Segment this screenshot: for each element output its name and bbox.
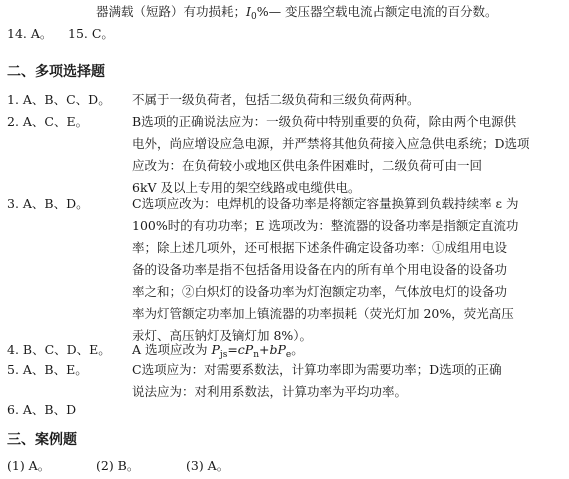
item-2-line-1: B选项的正确说法应为：一级负荷中特别重要的负荷，除由两个电源供 xyxy=(132,114,517,129)
transformer-definition-line xyxy=(96,2,498,27)
item-3-line-3: 率；除上述几项外，还可根据下述条件确定设备功率：①成组用电设 xyxy=(132,240,508,255)
item-3-line-1: C选项应改为：电焊机的设备功率是将额定容量换算到负载持续率 ε 为 xyxy=(132,196,519,211)
item-1-number: 1. A、B、C、D。 xyxy=(7,92,111,107)
text-segment: 。 xyxy=(291,342,304,357)
item-4-number: 4. B、C、D、E。 xyxy=(7,342,111,357)
item-5-line-1: C选项应为：对需要系数法，计算功率即为需要功率；D选项的正确 xyxy=(132,362,502,377)
section-heading-case-study: 三、案例题 xyxy=(7,432,77,448)
text-segment: A 选项应改为 xyxy=(132,342,212,357)
item-3-line-2: 100%时的有功功率；E 选项改为：整流器的设备功率是指额定直流功 xyxy=(132,218,519,233)
symbol-i: I xyxy=(246,4,251,19)
case-answer-3: (3) A。 xyxy=(186,458,230,473)
item-3-line-6: 率为灯管额定功率加上镇流器的功率损耗（荧光灯加 20%，荧光高压 xyxy=(132,306,514,321)
item-5-line-2: 说法应为：对利用系数法，计算功率为平均功率。 xyxy=(132,384,408,399)
text-segment: %— 变压器空载电流占额定电流的百分数。 xyxy=(256,4,498,19)
answer-14: 14. A。 xyxy=(7,26,53,41)
item-2-number: 2. A、C、E。 xyxy=(7,114,89,129)
item-2-line-4: 6kV 及以上专用的架空线路或电缆供电。 xyxy=(132,180,361,195)
case-answer-1: (1) A。 xyxy=(7,458,51,473)
item-3-number: 3. A、B、D。 xyxy=(7,196,89,211)
text-segment: 器满载（短路）有功损耗； xyxy=(96,4,247,19)
answer-15: 15. C。 xyxy=(68,26,114,41)
item-5-number: 5. A、B、E。 xyxy=(7,362,88,377)
item-3-line-4: 备的设备功率是指不包括备用设备在内的所有单个用电设备的设备功 xyxy=(132,262,508,277)
section-heading-multiple-choice: 二、多项选择题 xyxy=(7,64,105,80)
subscript: 0 xyxy=(250,12,257,22)
formula-term: +bP xyxy=(259,342,286,357)
subscript: e xyxy=(285,350,292,360)
item-1-explanation: 不属于一级负荷者，包括二级负荷和三级负荷两种。 xyxy=(132,92,420,107)
subscript: js xyxy=(219,350,228,360)
case-answer-2: (2) B。 xyxy=(96,458,140,473)
symbol-p: P xyxy=(211,342,220,357)
item-2-line-3: 应改为：在负荷较小或地区供电条件困难时，二级负荷可由一回 xyxy=(132,158,483,173)
item-2-line-2: 电外，尚应增设应急电源，并严禁将其他负荷接入应急供电系统；D选项 xyxy=(132,136,530,151)
formula-term: =cP xyxy=(227,342,254,357)
item-6-number: 6. A、B、D xyxy=(7,402,77,417)
subscript: n xyxy=(253,350,260,360)
item-3-line-5: 率之和；②白炽灯的设备功率为灯泡额定功率，气体放电灯的设备功 xyxy=(132,284,508,299)
item-3-line-7: 汞灯、高压钠灯及镝灯加 8%）。 xyxy=(132,328,313,343)
